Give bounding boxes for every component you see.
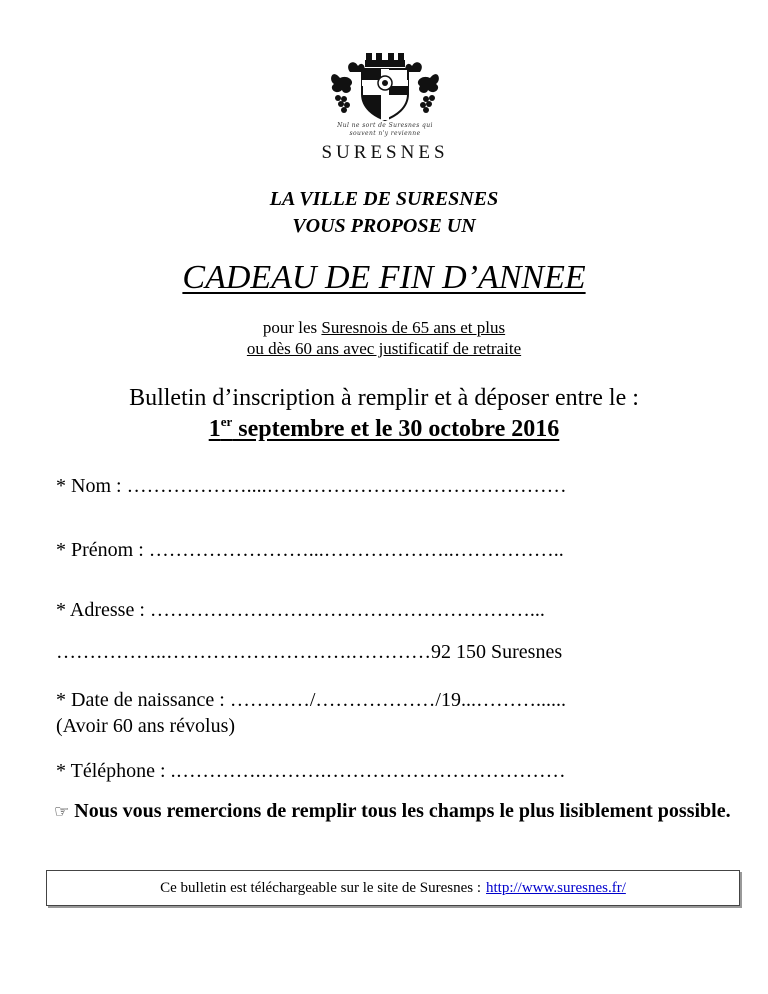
- field-nom[interactable]: * Nom : ………………....………………………………………: [56, 475, 567, 497]
- field-prenom[interactable]: * Prénom : ……………………...………………..……………..: [56, 539, 564, 561]
- date-naissance-note: (Avoir 60 ans révolus): [56, 715, 236, 737]
- download-info-box: [46, 870, 740, 906]
- audience-line-2: ou dès 60 ans avec justificatif de retraite: [246, 339, 522, 358]
- download-info-text: Ce bulletin est téléchargeable sur le site de Suresnes :: [160, 879, 482, 896]
- audience-line-1: pour les Suresnois de 65 ans et plus: [262, 318, 506, 337]
- fill-instructions-note: ☞ Nous vous remercions de remplir tous les champs le plus lisiblement possible.: [54, 800, 731, 822]
- page-title: CADEAU DE FIN D’ANNEE: [182, 259, 586, 296]
- field-date-naissance[interactable]: * Date de naissance : …………/………………/19...………......: [56, 689, 566, 711]
- field-adresse-line-2[interactable]: ……………..……………………….…………92 150 Suresnes: [56, 641, 563, 663]
- field-telephone[interactable]: * Téléphone : .………….……….………………………………: [56, 760, 566, 782]
- field-adresse[interactable]: * Adresse : …………………………………………………...: [56, 599, 545, 621]
- suresnes-logo: [310, 50, 460, 162]
- bulletin-instructions: Bulletin d’inscription à remplir et à déposer entre le :: [129, 385, 639, 411]
- pointing-hand-icon: ☞: [54, 802, 70, 822]
- intro-line-1: LA VILLE DE SURESNES: [269, 188, 499, 210]
- city-motto: Nul ne sort de Suresnes qui souvent n'y revienne: [337, 122, 433, 137]
- logo-city-name: SURESNES: [321, 142, 449, 163]
- coat-of-arms-icon: [310, 50, 460, 125]
- deadline-dates: 1er septembre et le 30 octobre 2016: [208, 414, 560, 442]
- suresnes-website-link[interactable]: http://www.suresnes.fr/: [486, 879, 626, 896]
- intro-line-2: VOUS PROPOSE UN: [292, 215, 476, 237]
